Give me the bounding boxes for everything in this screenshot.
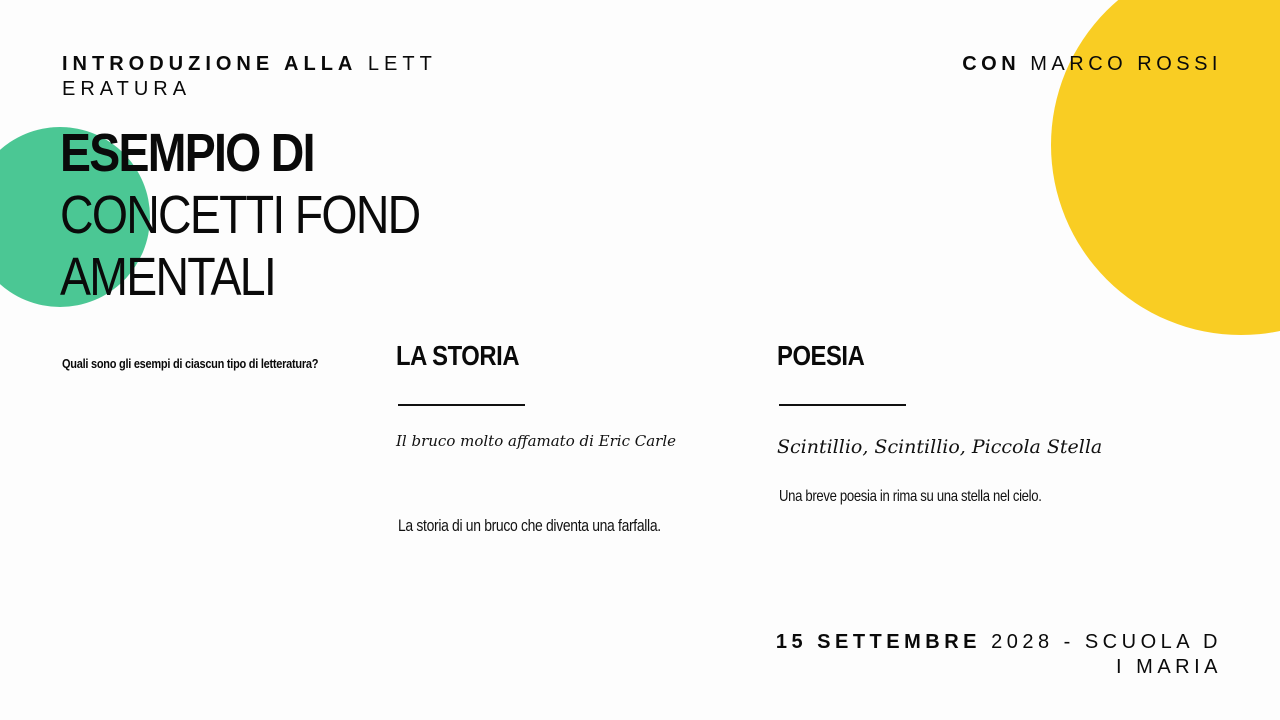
author-name: MARCO ROSSI [1030, 53, 1222, 75]
page-title-light: CONCETTI FONDAMENTALI [60, 185, 420, 307]
column-poetry [777, 338, 1117, 505]
footer-date-location [772, 630, 1222, 680]
column-divider [398, 404, 525, 406]
course-title-light: LETTERATURA [62, 53, 437, 100]
decorative-yellow-circle [1051, 0, 1280, 335]
author-prefix: CON [962, 53, 1021, 75]
column-heading: LA STORIA [396, 340, 520, 371]
column-divider [779, 404, 906, 406]
column-story [396, 338, 736, 535]
page-title [60, 122, 420, 308]
column-subtitle: Il bruco molto affamato di Eric Carle [396, 432, 677, 450]
course-title [62, 52, 442, 102]
column-heading: POESIA [777, 340, 865, 371]
footer-date: 15 SETTEMBRE [775, 631, 982, 653]
question-text: Quali sono gli esempi di ciascun tipo di letteratura? [62, 357, 319, 371]
footer-rest: 2028 - SCUOLA DI MARIA [991, 631, 1222, 678]
column-description: Una breve poesia in rima su una stella nel cielo. [779, 488, 1042, 505]
course-title-bold: INTRODUZIONE ALLA [62, 53, 358, 75]
column-description: La storia di un bruco che diventa una farfalla. [398, 516, 661, 535]
author-label [962, 52, 1222, 77]
column-subtitle: Scintillio, Scintillio, Piccola Stella [777, 436, 1103, 458]
page-title-bold: ESEMPIO DI [60, 123, 314, 183]
